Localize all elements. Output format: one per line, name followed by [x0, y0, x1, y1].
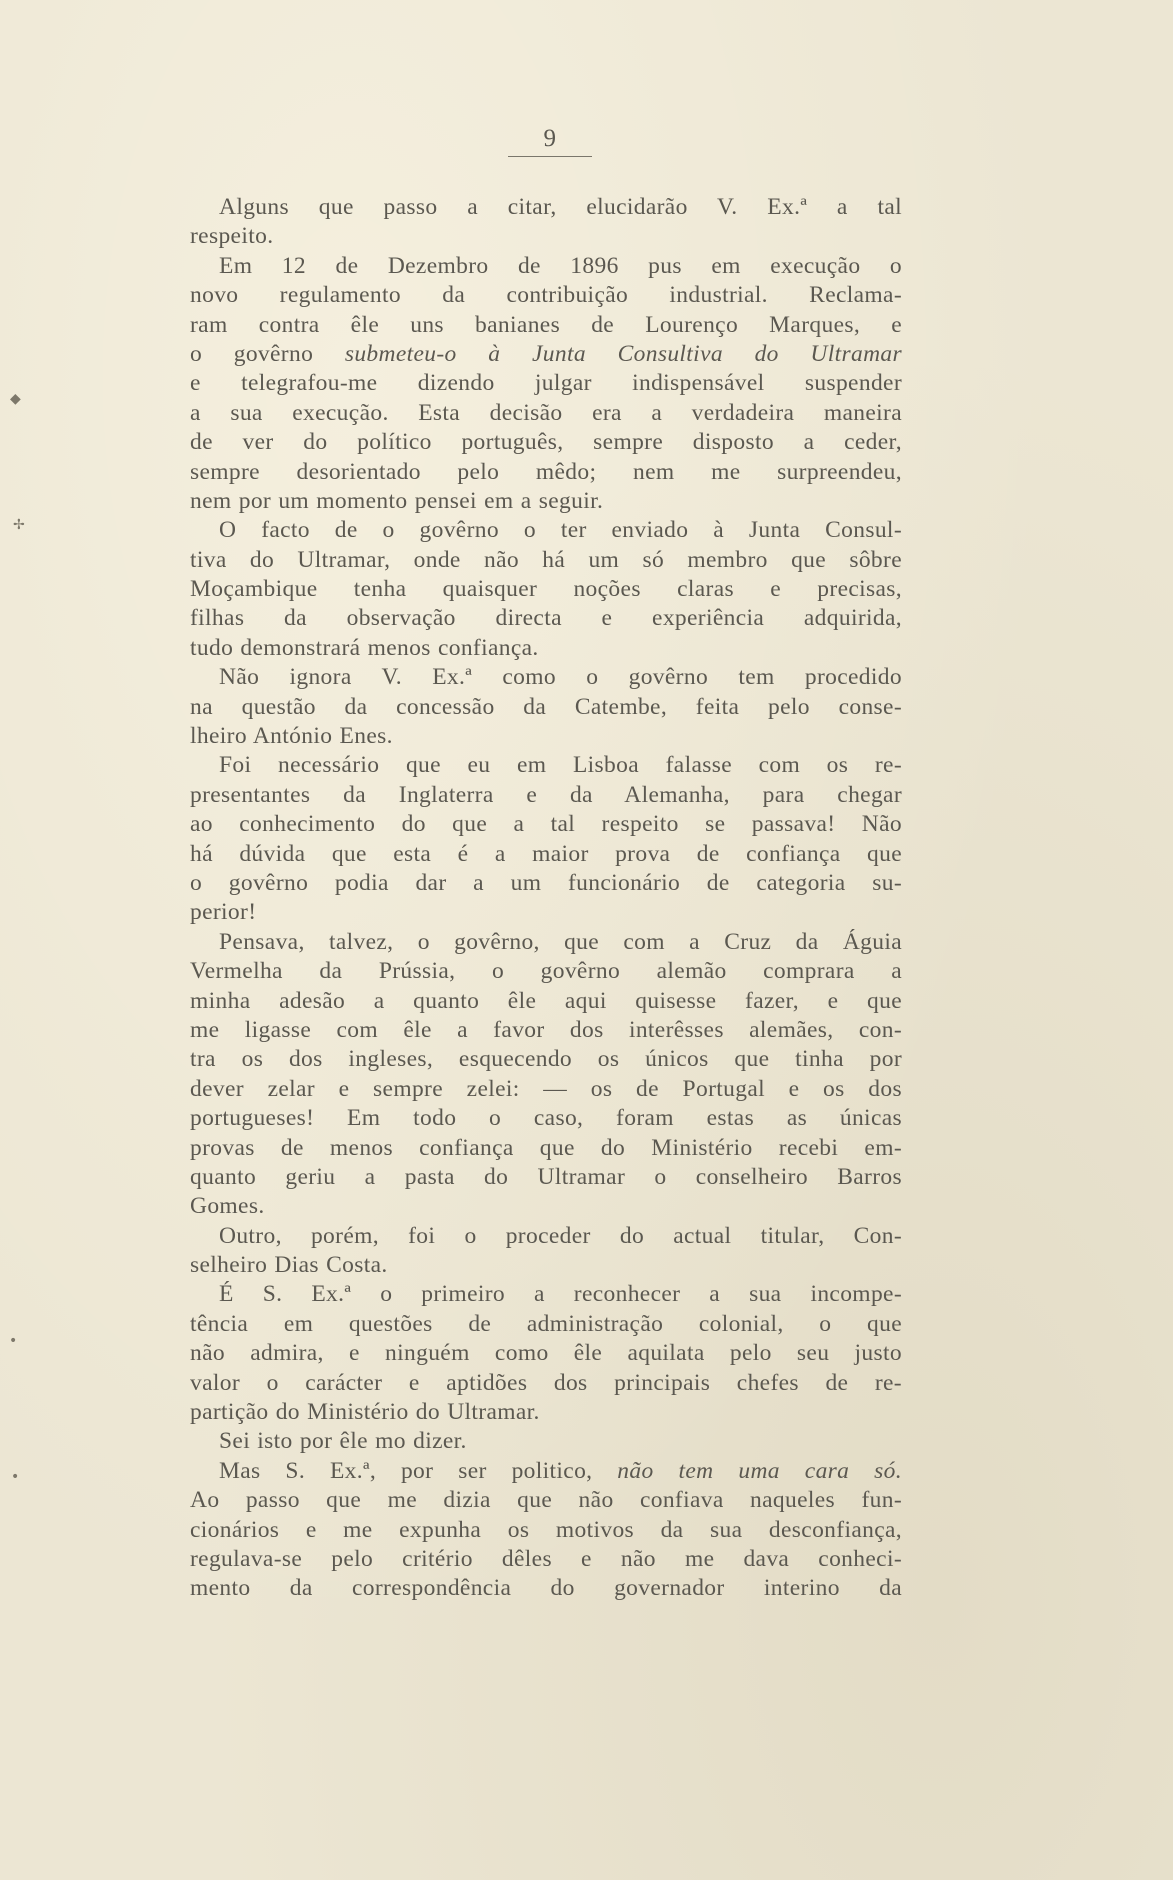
text-line: mento da correspondência do governador interino da	[190, 1575, 902, 1602]
text-line: portugueses! Em todo o caso, foram estas as únicas	[190, 1105, 902, 1132]
text-line: respeito.	[190, 223, 274, 250]
text-line: nem por um momento pensei em a seguir.	[190, 487, 604, 514]
text-line: o govêrno submeteu-o à Junta Consultiva do Ultramar	[190, 340, 902, 367]
text-line: a sua execução. Esta decisão era a verdadeira maneira	[190, 399, 902, 426]
text-line: minha adesão a quanto êle aqui quisesse fazer, e que	[190, 987, 902, 1014]
text-line: Gomes.	[190, 1193, 265, 1220]
text-line: ram contra êle uns banianes de Lourenço Marques, e	[190, 311, 902, 338]
text-line: Vermelha da Prússia, o govêrno alemão comprara a	[190, 958, 902, 985]
text-line: cionários e me expunha os motivos da sua desconfiança,	[190, 1516, 902, 1543]
text-line: provas de menos confiança que do Ministério recebi em-	[190, 1134, 902, 1161]
margin-mark: •	[9, 1333, 18, 1349]
text-line: na questão da concessão da Catembe, feita pelo conse-	[190, 693, 902, 720]
margin-mark: ✢	[13, 517, 25, 533]
text-line: tência em questões de administração colonial, o que	[190, 1310, 902, 1337]
text-line: o govêrno podia dar a um funcionário de categoria su-	[190, 869, 902, 896]
text-line: selheiro Dias Costa.	[190, 1252, 388, 1279]
text-line: tra os dos ingleses, esquecendo os únicos que tinha por	[190, 1046, 902, 1073]
text-line: regulava-se pelo critério dêles e não me dava conheci-	[190, 1545, 902, 1572]
text-line: Outro, porém, foi o proceder do actual titular, Con-	[219, 1222, 902, 1249]
text-line: Ao passo que me dizia que não confiava naqueles fun-	[190, 1487, 902, 1514]
text-line: É S. Ex.ª o primeiro a reconhecer a sua incompe-	[219, 1281, 902, 1308]
text-line: Sei isto por êle mo dizer.	[219, 1428, 467, 1455]
text-line: O facto de o govêrno o ter enviado à Junta Consul-	[219, 517, 902, 544]
text-line: Em 12 de Dezembro de 1896 pus em execução o	[219, 252, 902, 279]
text-line: partição do Ministério do Ultramar.	[190, 1399, 540, 1426]
margin-mark: •	[11, 1469, 20, 1485]
text-line: Alguns que passo a citar, elucidarão V. Ex.ª a tal	[219, 194, 902, 220]
text-line: quanto geriu a pasta do Ultramar o conselheiro Barros	[190, 1163, 902, 1190]
text-line: ao conhecimento do que a tal respeito se passava! Não	[190, 811, 902, 838]
text-line: dever zelar e sempre zelei: — os de Portugal e os dos	[190, 1075, 902, 1102]
text-line: me ligasse com êle a favor dos interêsses alemães, con-	[190, 1016, 902, 1043]
text-line: há dúvida que esta é a maior prova de confiança que	[190, 840, 902, 867]
text-line: e telegrafou-me dizendo julgar indispensável suspender	[190, 370, 902, 397]
text-line: filhas da observação directa e experiência adquirida,	[190, 605, 902, 632]
text-body	[190, 193, 902, 1604]
text-line: tiva do Ultramar, onde não há um só membro que sôbre	[190, 546, 902, 573]
margin-mark: ◆	[10, 391, 21, 407]
text-line: Foi necessário que eu em Lisboa falasse com os re-	[219, 752, 902, 779]
text-line: valor o carácter e aptidões dos principais chefes de re-	[190, 1369, 902, 1396]
text-line: Pensava, talvez, o govêrno, que com a Cruz da Águia	[219, 928, 902, 955]
page-number: 9	[508, 126, 592, 157]
text-line: lheiro António Enes.	[190, 723, 393, 750]
text-line: perior!	[190, 899, 257, 926]
text-line: não admira, e ninguém como êle aquilata pelo seu justo	[190, 1340, 902, 1367]
text-line: novo regulamento da contribuição industrial. Reclama-	[190, 282, 902, 309]
text-line: de ver do político português, sempre disposto a ceder,	[190, 429, 902, 456]
text-line: Moçambique tenha quaisquer noções claras e precisas,	[190, 576, 902, 603]
text-line: Mas S. Ex.ª, por ser politico, não tem uma cara só.	[219, 1457, 902, 1484]
text-line: tudo demonstrará menos confiança.	[190, 634, 539, 661]
text-line: sempre desorientado pelo mêdo; nem me surpreendeu,	[190, 458, 902, 485]
text-line: presentantes da Inglaterra e da Alemanha, para chegar	[190, 781, 902, 808]
text-line: Não ignora V. Ex.ª como o govêrno tem procedido	[219, 664, 902, 691]
